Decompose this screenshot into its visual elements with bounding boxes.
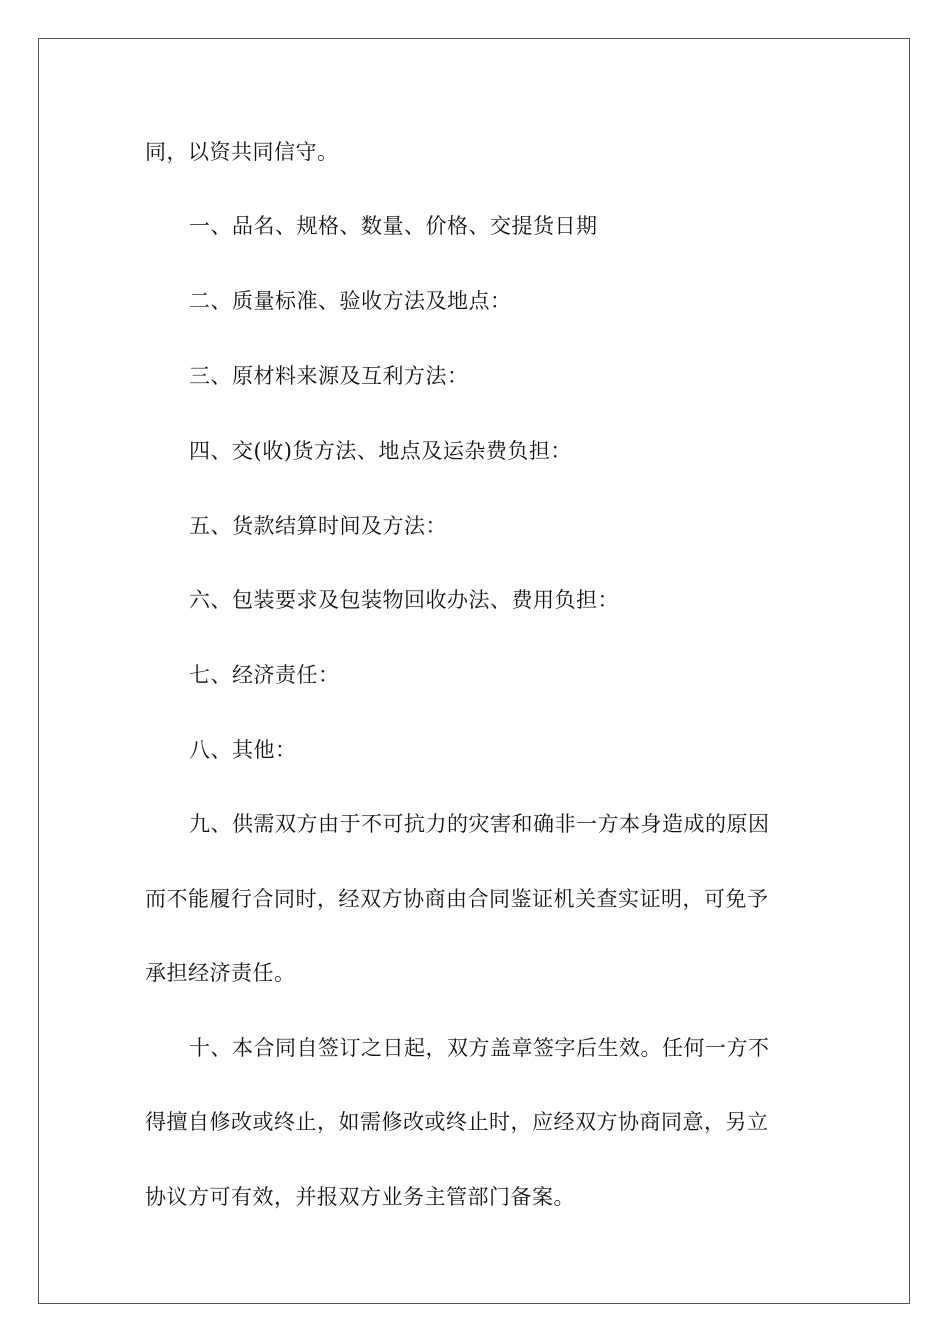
clause-8-heading: 八、其他： [189,738,297,762]
clause-1-heading: 一、品名、规格、数量、价格、交提货日期 [189,214,598,238]
clause-2-heading: 二、质量标准、验收方法及地点： [189,289,512,313]
clause-7-heading: 七、经济责任： [189,663,340,687]
clause-5-heading: 五、货款结算时间及方法： [189,514,447,538]
clause-4-heading: 四、交(收)货方法、地点及运杂费负担： [189,439,572,463]
clause-9-line-2: 而不能履行合同时，经双方协商由合同鉴证机关查实证明，可免予 [145,887,769,911]
clause-9-line-3: 承担经济责任。 [145,961,296,985]
clause-10-line-1: 十、本合同自签订之日起，双方盖章签字后生效。任何一方不 [189,1036,770,1060]
clause-3-heading: 三、原材料来源及互利方法： [189,364,469,388]
text-line-continuation: 同，以资共同信守。 [145,140,339,164]
clause-10-line-2: 得擅自修改或终止，如需修改或终止时，应经双方协商同意，另立 [145,1110,769,1134]
clause-9-line-1: 九、供需双方由于不可抗力的灾害和确非一方本身造成的原因 [189,812,770,836]
clause-6-heading: 六、包装要求及包装物回收办法、费用负担： [189,588,619,612]
clause-10-line-3: 协议方可有效，并报双方业务主管部门备案。 [145,1185,575,1209]
